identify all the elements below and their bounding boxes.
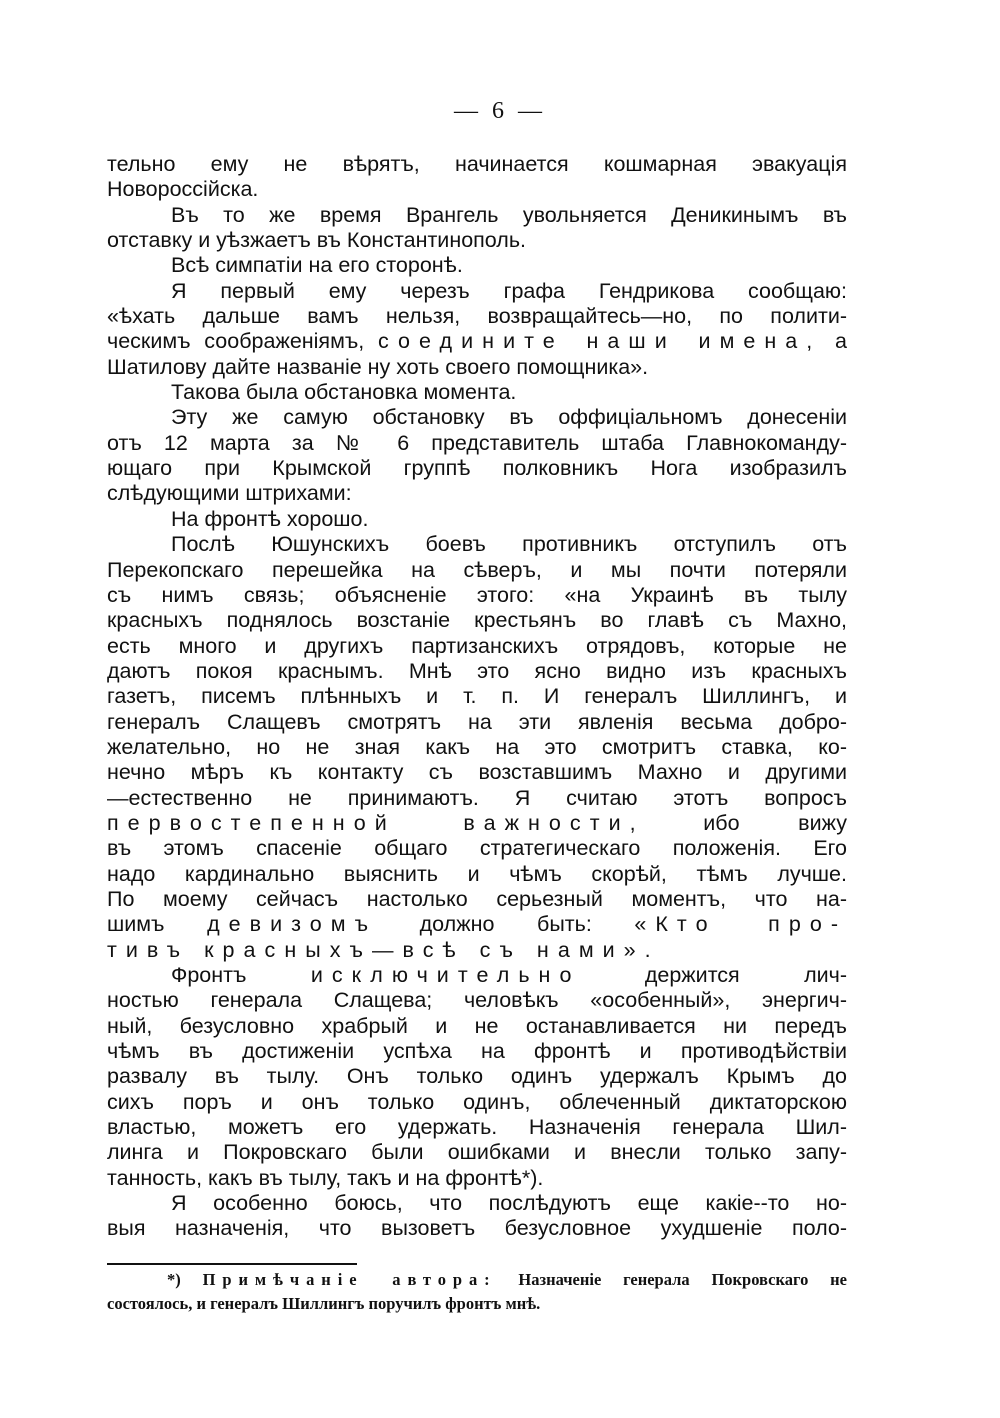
text-line	[107, 1090, 847, 1115]
line-text: властью, можетъ его удержать. Назначенія генерала Шил-	[107, 1115, 847, 1140]
line-text: даютъ покоя краснымъ. Мнѣ это ясно видно изъ красныхъ	[107, 658, 847, 683]
text-line	[107, 1191, 847, 1216]
text-line	[107, 1115, 847, 1140]
emphasized-text: исключительно	[310, 963, 581, 987]
text-line	[107, 938, 847, 963]
text-line	[107, 481, 847, 506]
line-text: По моему сейчасъ настолько серьезный моментъ, что на-	[107, 886, 847, 911]
text-line	[107, 279, 847, 304]
text-line	[107, 1140, 847, 1165]
text-line	[107, 177, 847, 202]
emphasized-text: «Кто про-	[634, 912, 848, 937]
line-text: отъ 12 марта за № 6 представитель штаба Главнокоманду-	[107, 430, 847, 455]
line-text: Эту же самую обстановку въ оффиціальномъ донесеніи	[171, 405, 847, 430]
line-text: въ этомъ спасеніе общаго стратегическаго положенія. Его	[107, 836, 847, 861]
line-text: —естественно не принимаютъ. Я считаю этотъ вопросъ	[107, 785, 847, 810]
text-line	[107, 380, 847, 405]
line-text: надо кардинально выяснить и чѣмъ скорѣй, тѣмъ лучше.	[107, 861, 847, 886]
text-line	[107, 684, 847, 709]
line-text: развалу въ тылу. Онъ только одинъ удержалъ Крымъ до	[107, 1064, 847, 1089]
text-line	[107, 431, 847, 456]
line-text: сихъ поръ и онъ только одинъ, облеченный диктаторскою	[107, 1089, 847, 1114]
line-text: Я первый ему черезъ графа Гендрикова сообщаю:	[171, 278, 847, 303]
text-line	[107, 634, 847, 659]
line-text: Такова была обстановка момента.	[171, 380, 517, 405]
text-line	[107, 456, 847, 481]
line-text: держится лич-	[580, 963, 847, 987]
text-line	[107, 355, 847, 380]
line-text: ибо вижу	[644, 810, 847, 835]
footnote-line	[107, 1268, 847, 1292]
line-text: отставку и уѣзжаетъ въ Константинополь.	[107, 228, 526, 253]
text-line	[107, 1216, 847, 1241]
line-text: На фронтѣ хорошо.	[171, 506, 369, 531]
line-text: Шатилову дайте названіе ну хоть своего помощника».	[107, 354, 649, 379]
line-text: тельно ему не вѣрятъ, начинается кошмарная эвакуація	[107, 152, 847, 176]
line-text: Фронтъ	[171, 963, 311, 987]
line-text: ческимъ соображеніямъ,	[107, 329, 379, 354]
line-text: желательно, но не зная какъ на это смотритъ ставка, ко-	[107, 734, 847, 759]
body-text	[107, 152, 847, 1242]
text-line	[107, 760, 847, 785]
line-text: съ нимъ связь; объясненіе этого: «на Украинѣ въ тылу	[107, 582, 847, 607]
text-line	[107, 228, 847, 253]
text-line	[107, 836, 847, 861]
line-text: чѣмъ въ достиженіи успѣха на фронтѣ и противодѣйствіи	[107, 1039, 847, 1064]
line-text: должно быть:	[377, 912, 635, 937]
text-line	[107, 1064, 847, 1089]
text-line	[107, 253, 847, 278]
line-text: Всѣ симпатіи на его сторонѣ.	[171, 253, 463, 278]
line-text: есть много и другихъ партизанскихъ отрядовъ, которые не	[107, 633, 847, 658]
text-line	[107, 710, 847, 735]
line-text: ющаго при Крымской группѣ полковникъ Нога изобразилъ	[107, 456, 847, 481]
emphasized-text: девизомъ	[207, 912, 378, 937]
text-line	[107, 405, 847, 430]
text-line	[107, 329, 847, 354]
text-line	[107, 203, 847, 228]
line-text: красныхъ поднялось возстаніе крестьянъ во главѣ съ Махно,	[107, 608, 847, 633]
footnote-line	[107, 1292, 847, 1316]
text-line	[107, 507, 847, 532]
line-text: выя назначенія, что вызоветъ безусловное ухудшеніе поло-	[107, 1216, 847, 1241]
text-line	[107, 152, 847, 177]
line-text: газетъ, писемъ плѣнныхъ и т. п. И генералъ Шиллингъ, и	[107, 684, 847, 709]
text-line	[107, 1014, 847, 1039]
text-line	[107, 659, 847, 684]
footnote-divider	[107, 1263, 357, 1265]
text-line	[107, 583, 847, 608]
text-line	[107, 1166, 847, 1191]
line-text: Я особенно боюсь, что послѣдуютъ еще какіе--то но-	[171, 1191, 847, 1216]
line-text: Перекопскаго перешейка на сѣверъ, и мы почти потеряли	[107, 557, 847, 582]
line-text: «ѣхать дальше вамъ нельзя, возвращайтесь—но, по полити-	[107, 304, 847, 329]
line-text: ностью генерала Слащева; человѣкъ «особенный», энергич-	[107, 988, 847, 1013]
text-line	[107, 532, 847, 557]
line-text: *)	[167, 1270, 203, 1289]
text-line	[107, 304, 847, 329]
text-line	[107, 988, 847, 1013]
line-text: Послѣ Юшунскихъ боевъ противникъ отступилъ отъ	[171, 532, 847, 557]
text-line	[107, 811, 847, 836]
footnote	[107, 1268, 847, 1316]
emphasized-text: соедините наши имена,	[378, 329, 822, 354]
line-text: шимъ	[107, 912, 208, 937]
emphasized-text: Примѣчаніе автора:	[202, 1270, 497, 1289]
emphasized-text: первостепенной важности,	[107, 810, 645, 835]
line-text: состоялось, и генералъ Шиллингъ поручилъ фронтъ мнѣ.	[107, 1294, 541, 1313]
emphasized-text: тивъ красныхъ—всѣ съ нами».	[107, 937, 660, 962]
text-line	[107, 558, 847, 583]
page-number: — 6 —	[454, 98, 546, 124]
line-text: а	[821, 329, 847, 354]
line-text: генералъ Слащевъ смотрятъ на эти явленія весьма добро-	[107, 709, 847, 734]
line-text: Новороссійска.	[107, 177, 259, 202]
text-line	[107, 912, 847, 937]
text-line	[107, 735, 847, 760]
line-text: танность, какъ въ тылу, такъ и на фронтѣ*).	[107, 1165, 544, 1190]
line-text: слѣдующими штрихами:	[107, 481, 352, 506]
text-line	[107, 608, 847, 633]
text-line	[107, 887, 847, 912]
text-line	[107, 786, 847, 811]
line-text: Назначеніе генерала Покровскаго не	[496, 1270, 847, 1289]
line-text: ный, безусловно храбрый и не останавливается ни передъ	[107, 1013, 847, 1038]
line-text: нечно мѣръ къ контакту съ возставшимъ Махно и другими	[107, 760, 847, 785]
text-line	[107, 862, 847, 887]
line-text: линга и Покровскаго были ошибками и внесли только запу-	[107, 1140, 847, 1165]
line-text: Въ то же время Врангель увольняется Деникинымъ въ	[171, 202, 847, 227]
text-line	[107, 1039, 847, 1064]
text-line	[107, 963, 847, 988]
